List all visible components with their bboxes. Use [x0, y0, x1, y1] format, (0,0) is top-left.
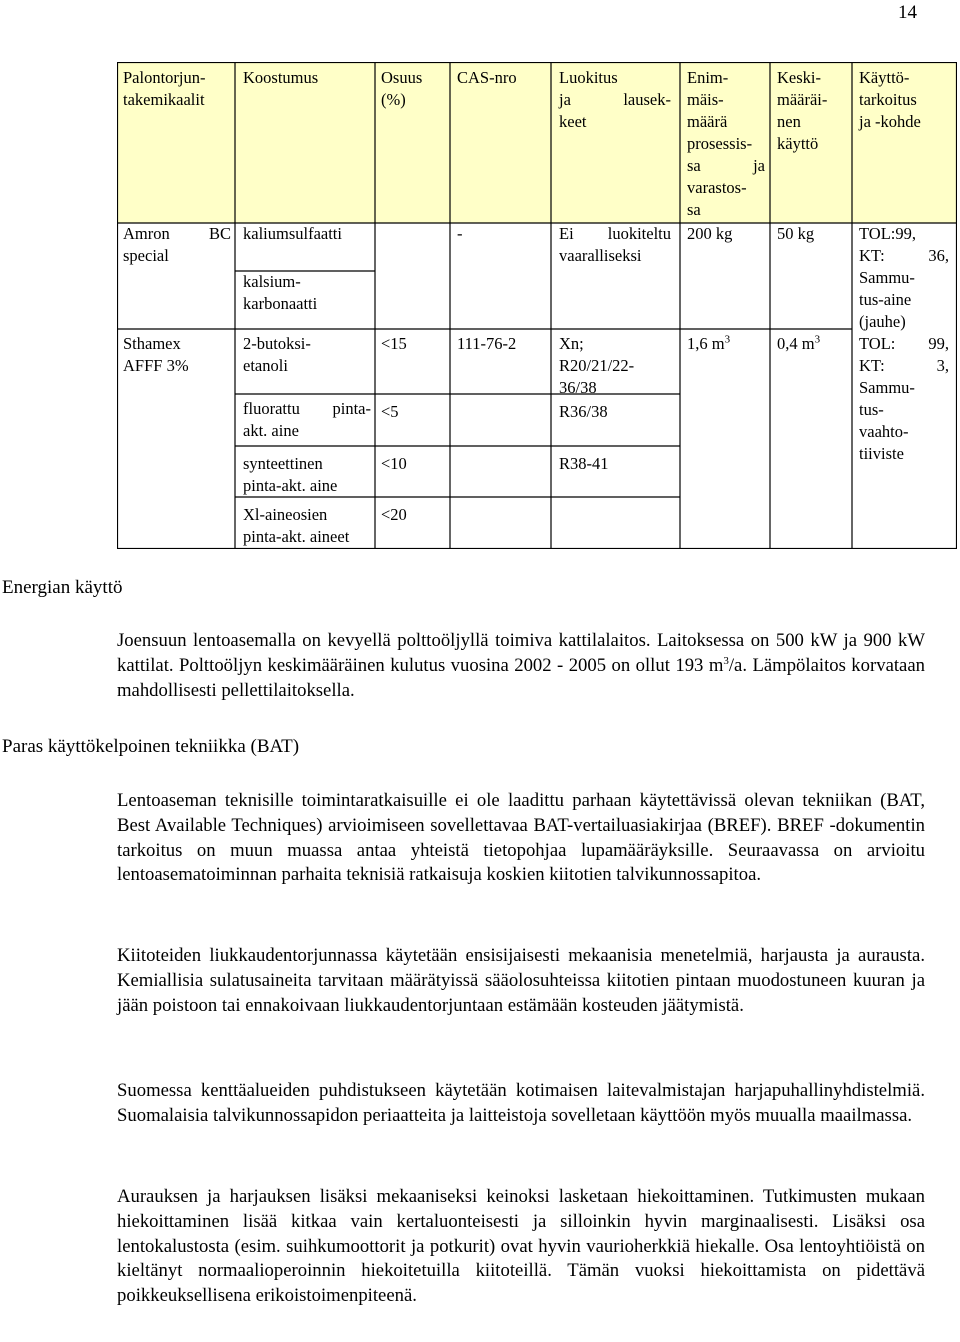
sthamex-share-3: <10	[381, 454, 407, 473]
header-avg-line2: määräi-	[777, 90, 828, 109]
page-number: 14	[898, 2, 917, 23]
amron-class-line1: Ei luokiteltu	[559, 224, 671, 243]
header-max-line2: mäis-	[687, 90, 724, 109]
amron-class-line2: vaaralliseksi	[559, 246, 642, 265]
header-class-line1: Luokitus	[559, 68, 618, 87]
amron-max-amount: 200 kg	[687, 224, 733, 243]
header-composition: Koostumus	[243, 68, 319, 87]
sthamex-purpose	[859, 333, 949, 465]
amron-use-line1: TOL:99,	[859, 224, 916, 243]
amron-use-line3: Sammu-	[859, 268, 915, 287]
sthamex-share-4: <20	[381, 505, 407, 524]
amron-component-1: kaliumsulfaatti	[243, 224, 342, 243]
sthamex-use-line1: TOL: 99,	[859, 334, 949, 353]
sthamex-use-line3: Sammu-	[859, 378, 915, 397]
bat-paragraph-4: Aurauksen ja harjauksen lisäksi mekaaniseksi keinoksi lasketaan hiekoittaminen. Tutkimusten mukaan hiekoittaminen lisää kitkaa vain kertaluonteisesti ja silloinkin hyvin marginaalisesti. Lisäksi osa lentokalustosta (esim. suihkumoottorit ja potkurit) ovat hyvin vaurioherkkiä hiekalle. Osa lentoyhtiöistä on kieltänyt normaalioperoinnin hiekoitetuilla kiitoteillä. Tämän vuoksi hiekoittamista on pidettävä poikkeuksellisena erikoistoimenpiteenä.	[117, 1186, 925, 1307]
header-share-line1: Osuus	[381, 68, 423, 87]
sthamex-max-exponent: 3	[724, 333, 731, 346]
amron-use-line5: (jauhe)	[859, 312, 906, 331]
header-max-line5: sa ja	[687, 156, 765, 175]
header-average-use	[777, 67, 827, 155]
bat-paragraph-2: Kiitoteiden liukkaudentorjunnassa käytetään ensisijaisesti mekaanisia menetelmiä, harjausta ja aurausta. Kemiallisia sulatusaineita tarvitaan määrätyissä sääolosuhteissa kiitotien pintaan muodostuneen kuuran ja jään poistoon tai ennakoivaan liukkaudentorjuntaan estämään kosteuden jäätymistä.	[117, 945, 925, 1016]
sthamex-cas-1: 111-76-2	[457, 334, 517, 353]
header-class-line2: ja lausek-	[559, 90, 671, 109]
header-avg-line3: nen	[777, 112, 801, 131]
sthamex-name-line1: Sthamex	[123, 334, 181, 353]
sthamex-use-line6: tiiviste	[859, 444, 904, 463]
amron-use-line4: tus-aine	[859, 290, 912, 309]
header-cas: CAS-nro	[457, 68, 517, 87]
energy-text-part2: /a. Lämpölaitos korvataan mahdollisesti pellettilaitoksella.	[117, 654, 925, 701]
header-max-line3: määrä	[687, 112, 728, 131]
sthamex-comp2-line1: fluorattu pinta-	[243, 399, 371, 418]
amron-purpose	[859, 223, 949, 333]
header-avg-line1: Keski-	[777, 68, 821, 87]
sthamex-component-3	[243, 453, 337, 497]
header-max-line7: sa	[687, 200, 701, 219]
header-max-amount	[687, 67, 765, 221]
header-use-line2: tarkoitus	[859, 90, 917, 109]
sthamex-share-2: <5	[381, 402, 399, 421]
sthamex-comp2-line2: akt. aine	[243, 421, 299, 440]
header-classification	[559, 67, 671, 133]
header-use-line1: Käyttö-	[859, 68, 910, 87]
amron-comp2-line1: kalsium-	[243, 272, 301, 291]
sthamex-class1-line1: Xn;	[559, 334, 584, 353]
sthamex-avg-exponent: 3	[814, 333, 821, 346]
sthamex-comp4-line2: pinta-akt. aineet	[243, 527, 350, 546]
section-heading-bat: Paras käyttökelpoinen tekniikka (BAT)	[2, 736, 300, 757]
header-agents-line2: takemikaalit	[123, 90, 205, 109]
header-class-line3: keet	[559, 112, 587, 131]
header-max-line4: prosessis-	[687, 134, 753, 153]
header-avg-line4: käyttö	[777, 134, 819, 153]
energy-text-part1: Joensuun lentoasemalla on kevyellä polttoöljyllä toimiva kattilalaitos. Laitoksessa on 500 kW ja 900 kW kattilat. Polttoöljyn keskimääräinen kulutus vuosina 2002 - 2005 on ollut 193 m	[117, 630, 925, 676]
sthamex-component-4	[243, 504, 349, 548]
sthamex-max-amount	[687, 333, 730, 355]
sthamex-use-line5: vaahto-	[859, 422, 909, 441]
amron-average-use: 50 kg	[777, 224, 815, 243]
header-use-line3: ja -kohde	[859, 112, 921, 131]
fire-agents-table	[117, 62, 957, 549]
sthamex-use-line2: KT: 3,	[859, 356, 949, 375]
sthamex-comp1-line1: 2-butoksi-	[243, 334, 311, 353]
sthamex-class-1	[559, 333, 634, 399]
sthamex-comp4-line1: Xl-aineosien	[243, 505, 328, 524]
sthamex-comp1-line2: etanoli	[243, 356, 288, 375]
amron-classification	[559, 223, 671, 267]
sthamex-name	[123, 333, 189, 377]
amron-name-line1: Amron BC	[123, 224, 231, 243]
amron-name	[123, 223, 231, 267]
amron-cas: -	[457, 224, 463, 243]
energy-paragraph	[117, 629, 925, 703]
amron-name-line2: special	[123, 246, 169, 265]
sthamex-share-1: <15	[381, 334, 407, 353]
amron-comp2-line2: karbonaatti	[243, 294, 318, 313]
sthamex-class1-line3: 36/38	[559, 378, 597, 397]
sthamex-class-3: R38-41	[559, 454, 609, 473]
sthamex-use-line4: tus-	[859, 400, 884, 419]
amron-use-line2: KT: 36,	[859, 246, 949, 265]
sthamex-average-use	[777, 333, 820, 355]
sthamex-component-1	[243, 333, 311, 377]
sthamex-class-2: R36/38	[559, 402, 608, 421]
bat-paragraph-3: Suomessa kenttäalueiden puhdistukseen käytetään kotimaisen laitevalmistajan harjapuhallinyhdistelmiä. Suomalaisia talvikunnossapidon periaatteita ja laitteistoja sovelletaan käyttöön myös muualla maailmassa.	[117, 1080, 925, 1126]
header-share	[381, 67, 422, 111]
sthamex-comp3-line2: pinta-akt. aine	[243, 476, 338, 495]
header-max-line1: Enim-	[687, 68, 729, 87]
sthamex-comp3-line1: synteettinen	[243, 454, 323, 473]
sthamex-avg-value: 0,4 m	[777, 334, 815, 353]
header-max-line6: varastos-	[687, 178, 747, 197]
header-share-line2: (%)	[381, 90, 406, 109]
sthamex-name-line2: AFFF 3%	[123, 356, 189, 375]
amron-component-2	[243, 271, 317, 315]
energy-exponent: 3	[723, 654, 729, 667]
sthamex-class1-line2: R20/21/22-	[559, 356, 635, 375]
sthamex-component-2	[243, 398, 371, 442]
sthamex-max-value: 1,6 m	[687, 334, 725, 353]
bat-paragraph-1: Lentoaseman teknisille toimintaratkaisuille ei ole laadittu parhaan käytettävissä olevan tekniikan (BAT, Best Available Techniques) arvioimiseen sovellettavaa BAT-vertailuasiakirjaa (BREF). BREF -dokumentin tarkoitus on muun muassa antaa yhteistä tietopohjaa lupamääräyksille. Seuraavassa on arvioitu lentoasematoiminnan parhaita teknisiä ratkaisuja koskien kiitotien talvikunnossapitoa.	[117, 790, 925, 886]
header-agents	[123, 67, 206, 111]
header-purpose	[859, 67, 921, 133]
section-heading-energy: Energian käyttö	[2, 577, 123, 598]
header-agents-line1: Palontorjun-	[123, 68, 206, 87]
